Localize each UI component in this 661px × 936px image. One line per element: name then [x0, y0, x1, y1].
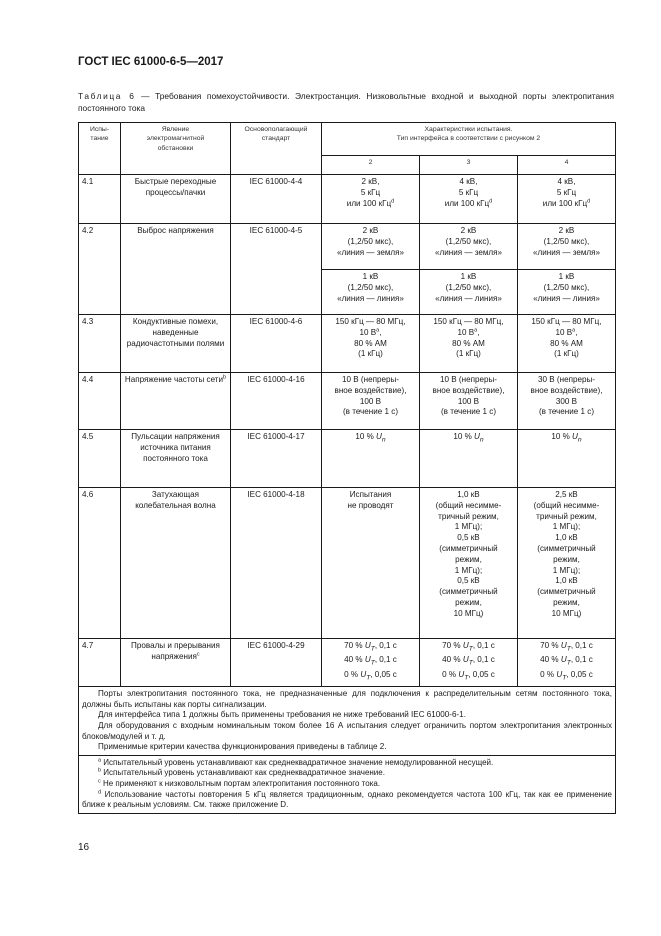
cell-interface-4: 4 кВ, 5 кГц или 100 кГц$^d$ — [518, 175, 616, 224]
cell-interface-4: 10 % $U_n$ — [518, 430, 616, 488]
row-number: 4.3 — [79, 315, 121, 373]
header-base-standard: Основополагающий стандарт — [231, 123, 322, 175]
row-number: 4.4 — [79, 373, 121, 430]
table-row — [79, 224, 616, 270]
cell-interface-2: 10 % $U_n$ — [322, 430, 420, 488]
header-interface-4: 4 — [518, 156, 616, 175]
table-row — [79, 175, 616, 224]
cell-interface-2: 10 В (непреры- вное воздействие), 100 В (в течение 1 с) — [322, 373, 420, 430]
row-phenomenon: Выброс напряжения — [121, 224, 231, 315]
cell-interface-3: 4 кВ, 5 кГц или 100 кГц$^d$ — [420, 175, 518, 224]
cell-interface-2: 150 кГц — 80 МГц, 10 $В^a$, 80 % АМ (1 кГц) — [322, 315, 420, 373]
table-row — [79, 315, 616, 373]
table-footnotes — [79, 755, 616, 813]
cell-interface-2: 2 кВ (1,2/50 мкс), «линия — земля» — [322, 224, 420, 270]
cell-interface-2: 2 кВ, 5 кГц или 100 кГц$^d$ — [322, 175, 420, 224]
row-phenomenon: Пульсации напряжения источника питания постоянного тока — [121, 430, 231, 488]
row-number: 4.7 — [79, 639, 121, 687]
document-id: ГОСТ IEC 61000-6-5—2017 — [78, 56, 224, 68]
footnote: $^a$ Испытательный уровень устанавливают как среднеквадратичное значение немодулированной несущей. — [98, 757, 494, 767]
row-standard: IEC 61000-4-17 — [231, 430, 322, 488]
cell-interface-2: 1 кВ (1,2/50 мкс), «линия — линия» — [322, 270, 420, 315]
header-test-characteristics: Характеристики испытания. Тип интерфейса в соответствии с рисунком 2 — [322, 123, 616, 156]
cell-interface-4: 2 кВ (1,2/50 мкс), «линия — земля» — [518, 224, 616, 270]
table-row — [79, 639, 616, 687]
table-footnotes-row — [79, 755, 616, 813]
cell-interface-3: 10 В (непреры- вное воздействие), 100 В (в течение 1 с) — [420, 373, 518, 430]
header-test-number: Испы- тание — [79, 123, 121, 175]
table-row — [79, 373, 616, 430]
cell-interface-3: 1,0 кВ (общий несимме- тричный режим, 1 МГц); 0,5 кВ (симметричный режим, 1 МГц); 0,5 кВ (симметричный режим, 10 МГц) — [420, 488, 518, 639]
row-phenomenon: Кондуктивные помехи, наведенные радиочастотными полями — [121, 315, 231, 373]
requirements-table — [78, 122, 616, 814]
row-phenomenon: Быстрые переходные процессы/пачки — [121, 175, 231, 224]
header-interface-2: 2 — [322, 156, 420, 175]
row-phenomenon: Затухающая колебательная волна — [121, 488, 231, 639]
cell-interface-4: 70 % $U_T$, 0,1 с 40 % $U_T$, 0,1 с 0 % $U_T$, 0,05 с — [518, 639, 616, 687]
cell-interface-2: Испытания не проводят — [322, 488, 420, 639]
row-number: 4.1 — [79, 175, 121, 224]
table-header-row — [79, 123, 616, 156]
cell-interface-3: 70 % $U_T$, 0,1 с 40 % $U_T$, 0,1 с 0 % $U_T$, 0,05 с — [420, 639, 518, 687]
footnote: $^b$ Испытательный уровень устанавливают как среднеквадратичное значение. — [98, 767, 385, 778]
row-phenomenon: Напряжение частоты сети$^b$ — [121, 373, 231, 430]
row-standard: IEC 61000-4-6 — [231, 315, 322, 373]
cell-interface-3: 150 кГц — 80 МГц, 10 $В^a$, 80 % АМ (1 кГц) — [420, 315, 518, 373]
cell-interface-3: 2 кВ (1,2/50 мкс), «линия — земля» — [420, 224, 518, 270]
row-standard: IEC 61000-4-16 — [231, 373, 322, 430]
header-interface-3: 3 — [420, 156, 518, 175]
note-paragraph: Для оборудования с входным номинальным током более 16 А испытания следует ограничить портом электропитания электронных блоков/модулей и т. д. — [82, 721, 612, 741]
row-standard: IEC 61000-4-18 — [231, 488, 322, 639]
footnote: $^d$ Использование частоты повторения 5 кГц является традиционным, однако рекомендуется частота 100 кГц, так как ее применение ближе к реальным условиям. См. также приложение D. — [82, 788, 612, 810]
note-paragraph: Для интерфейса типа 1 должны быть применены требования не ниже требований IEC 61000-6-1. — [98, 710, 466, 720]
cell-interface-3: 10 % $U_n$ — [420, 430, 518, 488]
row-phenomenon: Провалы и прерывания напряжения$^c$ — [121, 639, 231, 687]
cell-interface-3: 1 кВ (1,2/50 мкс), «линия — линия» — [420, 270, 518, 315]
cell-interface-4: 150 кГц — 80 МГц, 10 $В^a$, 80 % АМ (1 кГц) — [518, 315, 616, 373]
header-phenomenon: Явление электромагнитной обстановки — [121, 123, 231, 175]
table-row — [79, 488, 616, 639]
row-number: 4.2 — [79, 224, 121, 315]
note-paragraph: Применимые критерии качества функционирования приведены в таблице 2. — [98, 742, 387, 752]
row-standard: IEC 61000-4-4 — [231, 175, 322, 224]
footnote: $^c$ Не применяют к низковольтным портам электропитания постоянного тока. — [98, 778, 381, 788]
table-row — [79, 430, 616, 488]
table-caption — [78, 90, 614, 114]
row-standard: IEC 61000-4-29 — [231, 639, 322, 687]
row-number: 4.6 — [79, 488, 121, 639]
note-paragraph: Порты электропитания постоянного тока, не предназначенные для подключения к распределительным сетям постоянного тока, должны быть испытаны как порты сигнализации. — [82, 689, 612, 709]
row-standard: IEC 61000-4-5 — [231, 224, 322, 315]
cell-interface-2: 70 % $U_T$, 0,1 с 40 % $U_T$, 0,1 с 0 % $U_T$, 0,05 с — [322, 639, 420, 687]
cell-interface-4: 30 В (непреры- вное воздействие), 300 В (в течение 1 с) — [518, 373, 616, 430]
cell-interface-4: 1 кВ (1,2/50 мкс), «линия — линия» — [518, 270, 616, 315]
table-notes — [79, 687, 616, 756]
row-number: 4.5 — [79, 430, 121, 488]
table-caption-label: Таблица 6 — [78, 91, 136, 101]
cell-interface-4: 2,5 кВ (общий несимме- тричный режим, 1 МГц); 1,0 кВ (симметричный режим, 1 МГц); 1,0 кВ (симметричный режим, 10 МГц) — [518, 488, 616, 639]
table-caption-text: — Требования помехоустойчивости. Электростанция. Низковольтные входной и выходной порты электропитания постоянного тока — [78, 91, 614, 113]
page-number: 16 — [78, 842, 90, 853]
table-notes-row — [79, 687, 616, 756]
